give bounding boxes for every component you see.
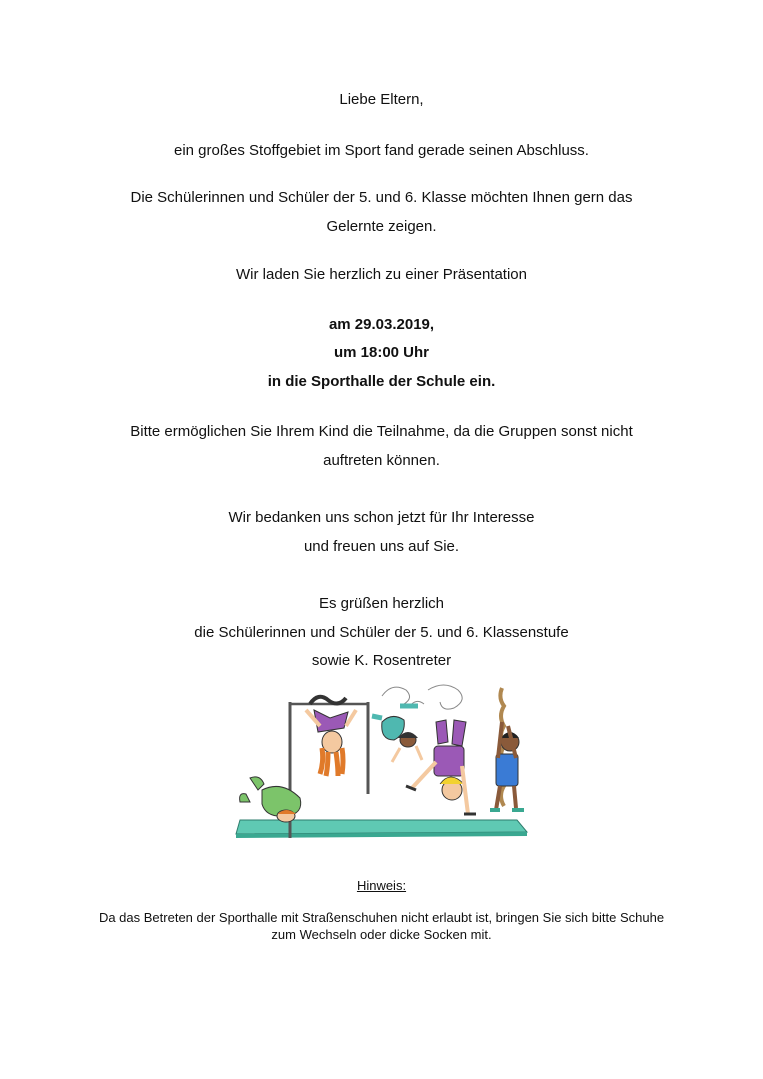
closing-line-3: sowie K. Rosentreter xyxy=(311,652,452,669)
thanks-line-2: und freuen uns auf Sie. xyxy=(303,538,460,555)
cartwheel-child-icon xyxy=(372,706,422,762)
gymnastics-children-illustration xyxy=(232,682,532,842)
paragraph-2-line-1: Bitte ermöglichen Sie Ihrem Kind die Teilnahme, da die Gruppen sonst nicht xyxy=(130,423,633,440)
event-time: um 18:00 Uhr xyxy=(333,344,430,361)
invite-text: Wir laden Sie herzlich zu einer Präsentation xyxy=(236,266,527,283)
note-heading: Hinweis: xyxy=(356,878,407,893)
intro-text: ein großes Stoffgebiet im Sport fand gerade seinen Abschluss. xyxy=(174,142,589,159)
paragraph-2-line-2: auftreten können. xyxy=(323,452,440,469)
thanks-line-1: Wir bedanken uns schon jetzt für Ihr Interesse xyxy=(228,509,535,526)
event-place: in die Sporthalle der Schule ein. xyxy=(267,373,496,390)
climbing-rope-child-icon xyxy=(490,688,524,810)
event-date: am 29.03.2019, xyxy=(328,316,435,333)
greeting: Liebe Eltern, xyxy=(339,91,424,108)
closing-line-1: Es grüßen herzlich xyxy=(318,595,445,612)
note-line-1: Da das Betreten der Sporthalle mit Straßenschuhen nicht erlaubt ist, bringen Sie sich bitte Schuhe xyxy=(98,910,665,925)
paragraph-1-line-1: Die Schülerinnen und Schüler der 5. und 6. Klasse möchten Ihnen gern das xyxy=(130,189,633,206)
rolling-child-icon xyxy=(240,777,301,822)
hanging-child-icon xyxy=(306,697,356,776)
mat-icon xyxy=(236,820,527,834)
note-line-2: zum Wechseln oder dicke Socken mit. xyxy=(271,927,492,942)
closing-line-2: die Schülerinnen und Schüler der 5. und 6. Klassenstufe xyxy=(194,624,569,641)
paragraph-1-line-2: Gelernte zeigen. xyxy=(326,218,437,235)
motion-swirl-icon xyxy=(382,685,462,709)
handstand-child-icon xyxy=(406,720,476,814)
